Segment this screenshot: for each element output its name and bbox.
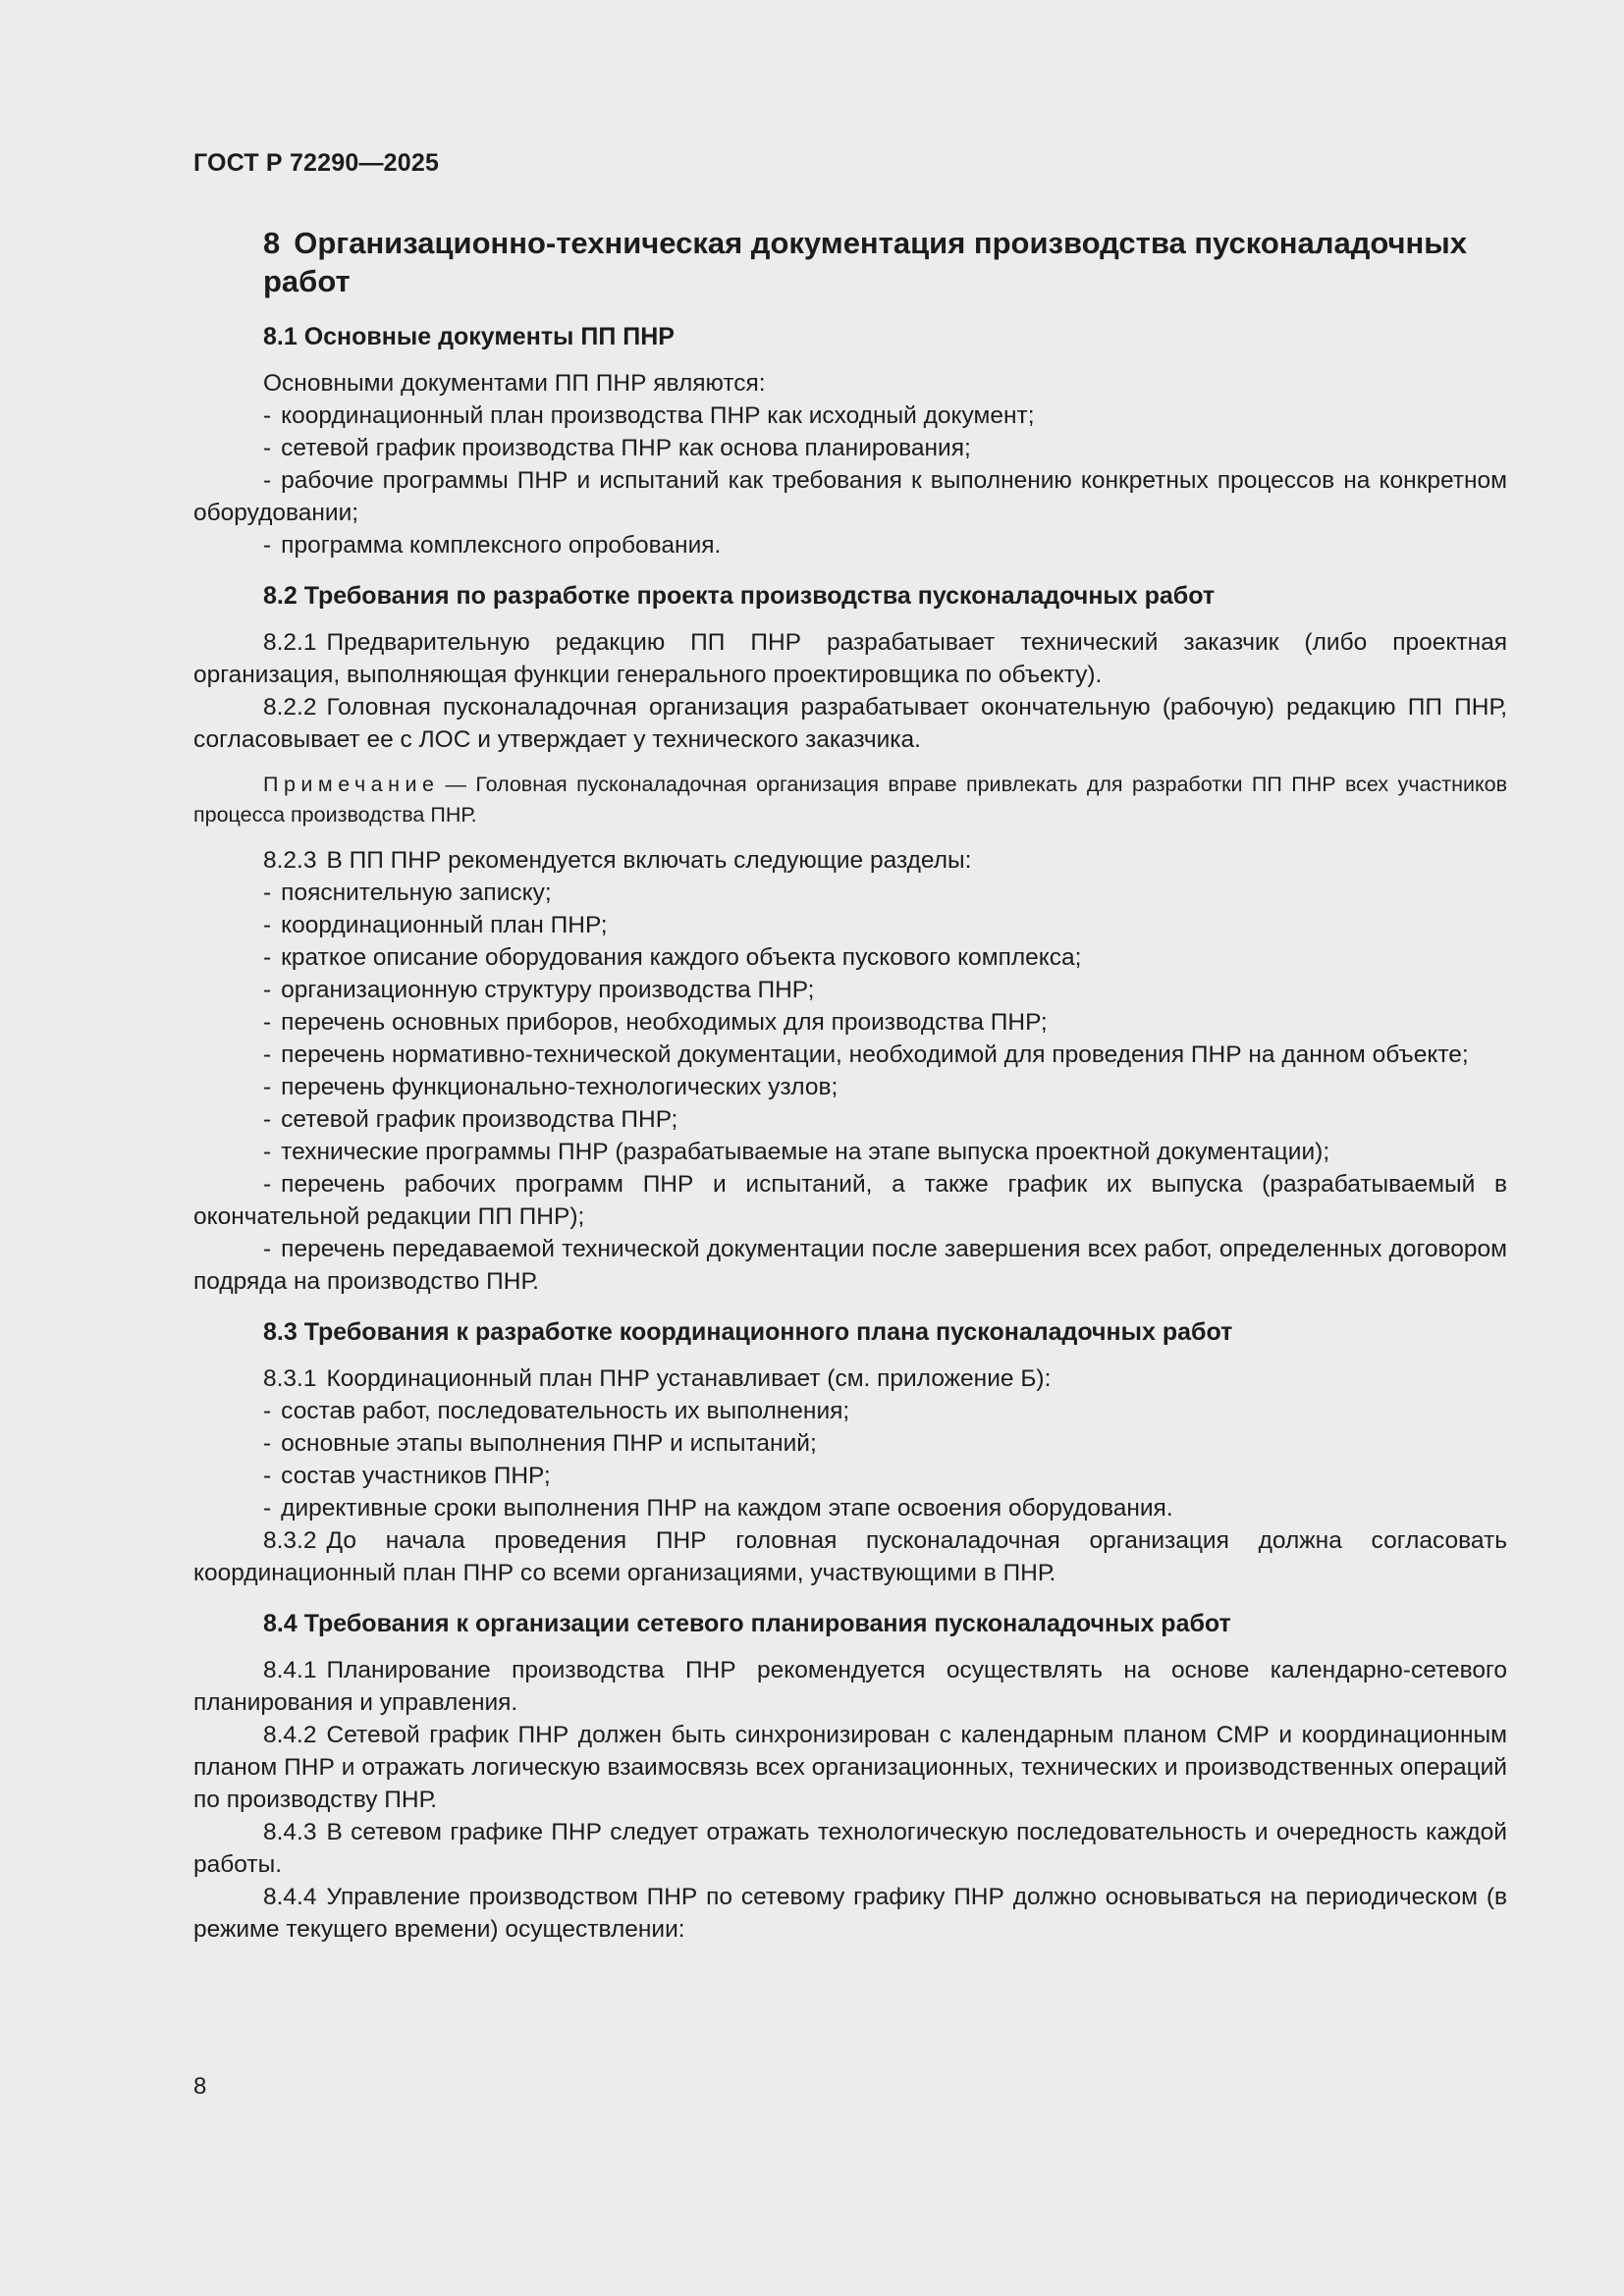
list-item: - рабочие программы ПНР и испытаний как требования к выполнению конкретных процессов на конкретном оборудовании; [193, 467, 1507, 526]
page-number: 8 [193, 2073, 207, 2100]
clause-8-2-1: 8.2.1 Предварительную редакцию ПП ПНР разрабатывает технический заказчик (либо проектная организация, выполняющая функции генерального проектировщика по объекту). [193, 629, 1507, 688]
section-title: Организационно-техническая документация производства пусконаладочных работ [263, 226, 1467, 298]
list-item: - краткое описание оборудования каждого объекта пускового комплекса; [263, 944, 1082, 971]
list-item: - директивные сроки выполнения ПНР на каждом этапе освоения оборудования. [263, 1495, 1173, 1522]
page-content [193, 224, 1507, 1946]
list-item: - координационный план ПНР; [263, 912, 608, 938]
list-item: - перечень рабочих программ ПНР и испытаний, а также график их выпуска (разрабатываемый в окончательной редакции ПП ПНР); [193, 1171, 1507, 1230]
clause-8-4-3: 8.4.3 В сетевом графике ПНР следует отражать технологическую последовательность и очередность каждой работы. [193, 1819, 1507, 1878]
paragraph-8-1-intro: Основными документами ПП ПНР являются: [263, 370, 766, 397]
note-text: — Головная пусконаладочная организация вправе привлекать для разработки ПП ПНР всех участников процесса производства ПНР. [193, 773, 1507, 827]
list-item: - перечень основных приборов, необходимых для производства ПНР; [263, 1009, 1048, 1036]
list-item: - организационную структуру производства ПНР; [263, 977, 815, 1003]
list-item: - состав участников ПНР; [263, 1463, 551, 1489]
clause-8-2-2: 8.2.2 Головная пусконаладочная организация разрабатывает окончательную (рабочую) редакцию ПП ПНР, согласовывает ее с ЛОС и утверждает у технического заказчика. [193, 694, 1507, 753]
list-item: - перечень нормативно-технической документации, необходимой для проведения ПНР на данном объекте; [263, 1041, 1469, 1068]
subsection-heading-8-3: 8.3 Требования к разработке координационного плана пусконаладочных работ [263, 1318, 1233, 1346]
list-item: - технические программы ПНР (разрабатываемые на этапе выпуска проектной документации); [263, 1139, 1330, 1165]
list-item: - пояснительную записку; [263, 880, 552, 906]
subsection-heading-8-4: 8.4 Требования к организации сетевого планирования пусконаладочных работ [263, 1610, 1231, 1637]
list-item: - сетевой график производства ПНР как основа планирования; [263, 435, 971, 461]
list-item: - перечень функционально-технологических узлов; [263, 1074, 839, 1100]
standard-designation: ГОСТ Р 72290—2025 [193, 149, 440, 177]
section-number: 8 [263, 226, 281, 260]
subsection-heading-8-1: 8.1 Основные документы ПП ПНР [263, 323, 675, 350]
clause-8-4-1: 8.4.1 Планирование производства ПНР рекомендуется осуществлять на основе календарно-сетевого планирования и управления. [193, 1657, 1507, 1716]
list-item: - программа комплексного опробования. [263, 532, 722, 559]
note [193, 770, 1507, 830]
list-item: - состав работ, последовательность их выполнения; [263, 1398, 850, 1424]
subsection-heading-8-2: 8.2 Требования по разработке проекта производства пусконаладочных работ [263, 582, 1216, 610]
list-item: - координационный план производства ПНР как исходный документ; [263, 402, 1035, 429]
list-item: - перечень передаваемой технической документации после завершения всех работ, определенных договором подряда на производство ПНР. [193, 1236, 1507, 1295]
list-item: - сетевой график производства ПНР; [263, 1106, 678, 1133]
clause-8-3-1: 8.3.1 Координационный план ПНР устанавливает (см. приложение Б): [263, 1365, 1052, 1392]
clause-8-4-4: 8.4.4 Управление производством ПНР по сетевому графику ПНР должно основываться на периодическом (в режиме текущего времени) осуществлении: [193, 1884, 1507, 1943]
section-heading [193, 224, 1507, 300]
clause-8-3-2: 8.3.2 До начала проведения ПНР головная пусконаладочная организация должна согласовать координационный план ПНР со всеми организациями, участвующими в ПНР. [193, 1527, 1507, 1586]
list-item: - основные этапы выполнения ПНР и испытаний; [263, 1430, 817, 1457]
clause-8-2-3: 8.2.3 В ПП ПНР рекомендуется включать следующие разделы: [263, 847, 972, 874]
clause-8-4-2: 8.4.2 Сетевой график ПНР должен быть синхронизирован с календарным планом СМР и координационным планом ПНР и отражать логическую взаимосвязь всех организационных, технических и производственных операций по производству ПНР. [193, 1722, 1507, 1813]
note-label: Примечание [263, 773, 440, 796]
